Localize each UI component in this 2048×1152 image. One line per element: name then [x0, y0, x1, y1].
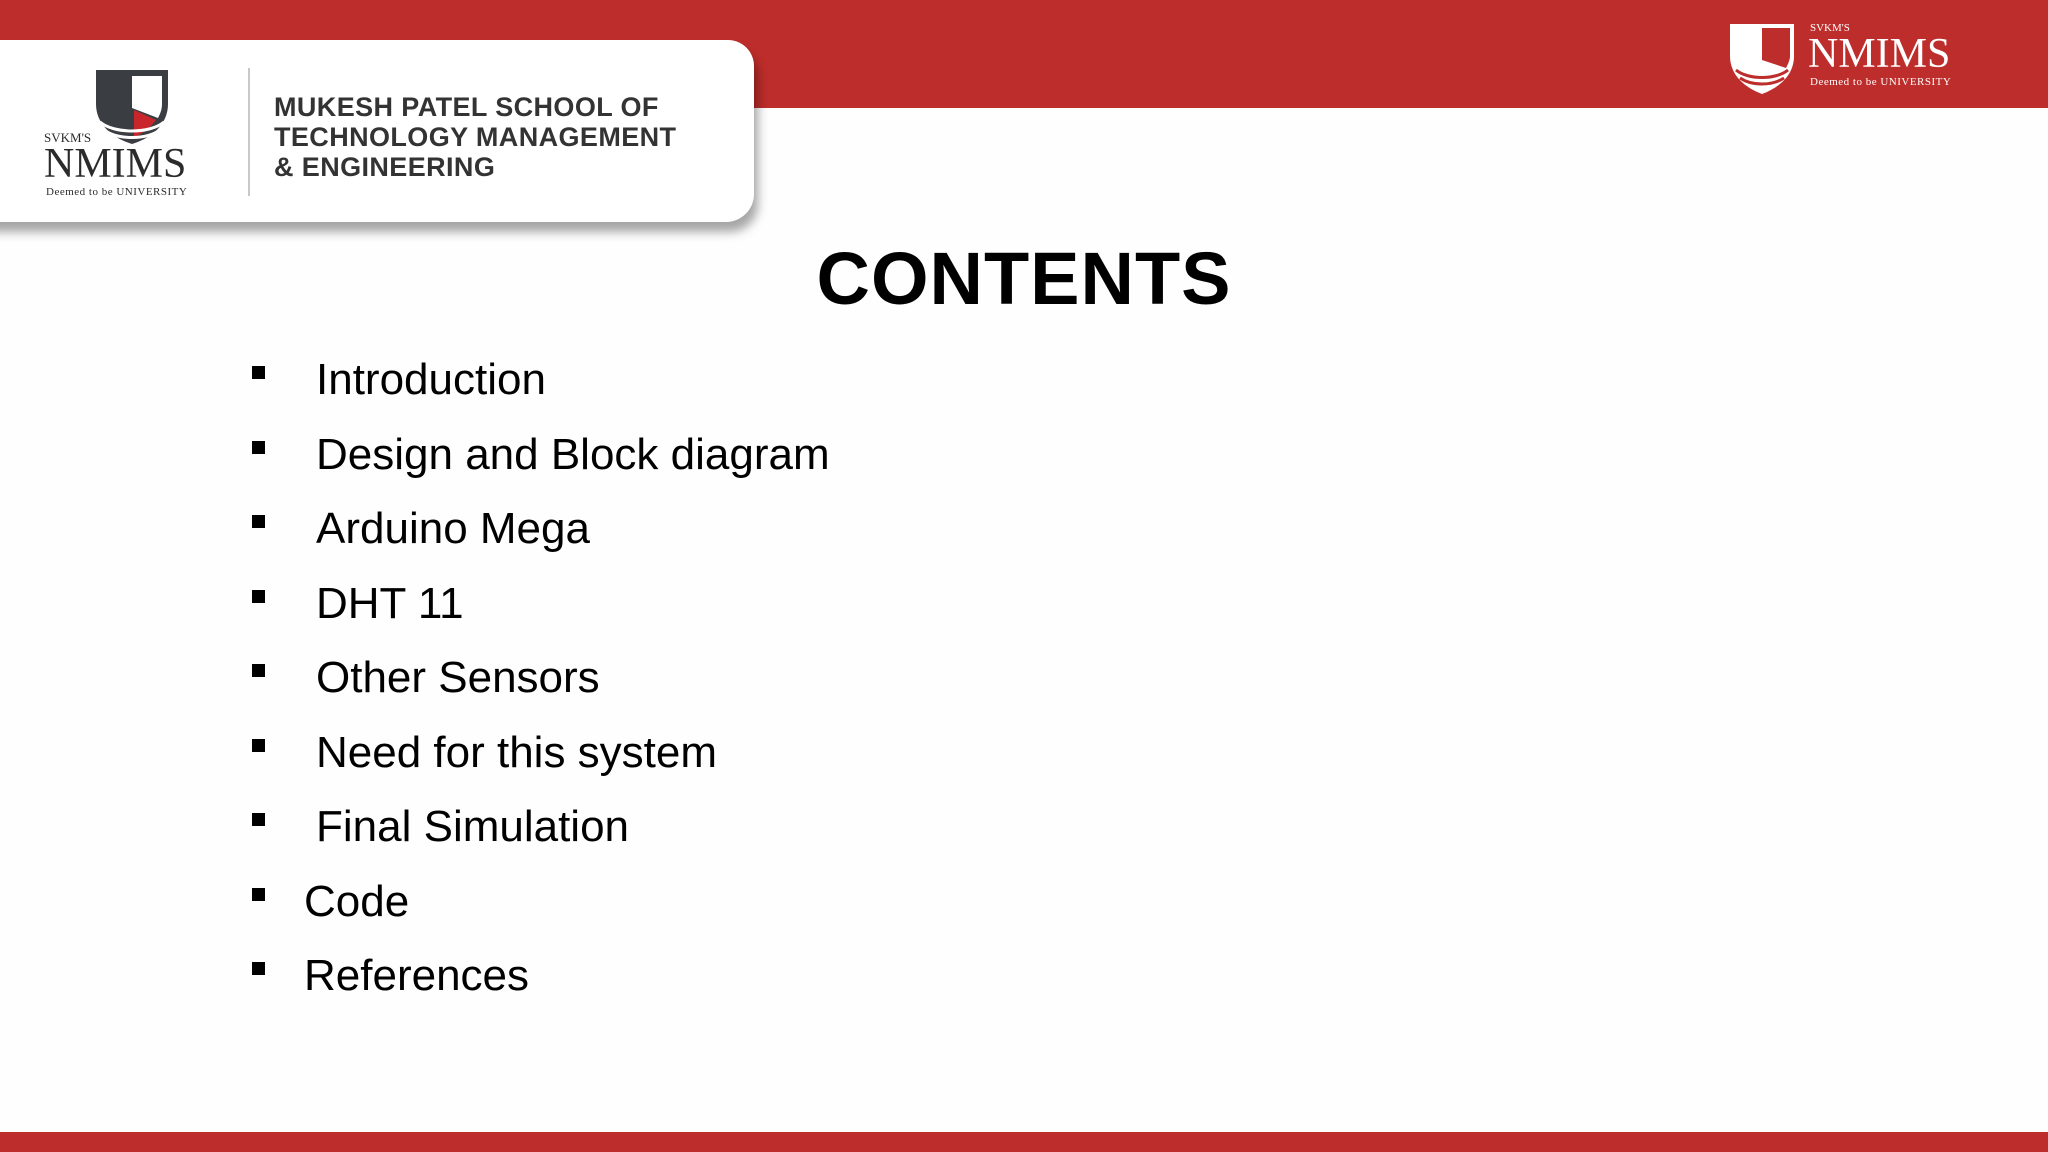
bullet-icon	[252, 441, 265, 454]
list-item-label: DHT 11	[316, 578, 464, 628]
logo-tagline: Deemed to be UNIVERSITY	[1810, 76, 1952, 88]
nmims-logo-left	[40, 62, 230, 202]
list-item-label: Design and Block diagram	[316, 429, 830, 479]
logo-prefix: SVKM'S	[44, 130, 92, 145]
bullet-icon	[252, 962, 265, 975]
logo-tagline: Deemed to be UNIVERSITY	[46, 186, 188, 198]
slide-title: CONTENTS	[816, 237, 1232, 320]
list-item-label: Introduction	[316, 355, 546, 404]
bullet-icon	[252, 515, 265, 528]
school-name	[274, 92, 676, 182]
logo-prefix: SVKM'S	[1810, 22, 1850, 34]
bullet-icon	[252, 813, 265, 826]
bullet-icon	[252, 664, 265, 677]
list-item-label: References	[304, 951, 530, 1000]
school-name-line: & ENGINEERING	[274, 152, 496, 182]
logo-name: NMIMS	[1808, 31, 1951, 77]
bottom-red-bar	[0, 1132, 2048, 1152]
bullet-icon	[252, 366, 265, 379]
header-divider	[248, 68, 250, 196]
school-name-line: MUKESH PATEL SCHOOL OF	[274, 92, 659, 122]
list-item-label: Arduino Mega	[316, 504, 590, 553]
bullet-icon	[252, 590, 265, 603]
school-name-line: TECHNOLOGY MANAGEMENT	[274, 122, 677, 152]
bullet-icon	[252, 739, 265, 752]
list-item-label: Other Sensors	[316, 653, 600, 702]
logo-name: NMIMS	[44, 141, 187, 187]
list-item-label: Code	[304, 876, 410, 926]
list-item-label: Final Simulation	[316, 802, 630, 851]
nmims-logo-right	[1722, 18, 1982, 98]
nmims-shield-icon	[1722, 20, 1802, 96]
list-item-label: Need for this system	[316, 727, 718, 777]
nmims-shield-icon	[90, 66, 174, 146]
bullet-icon	[252, 888, 265, 901]
